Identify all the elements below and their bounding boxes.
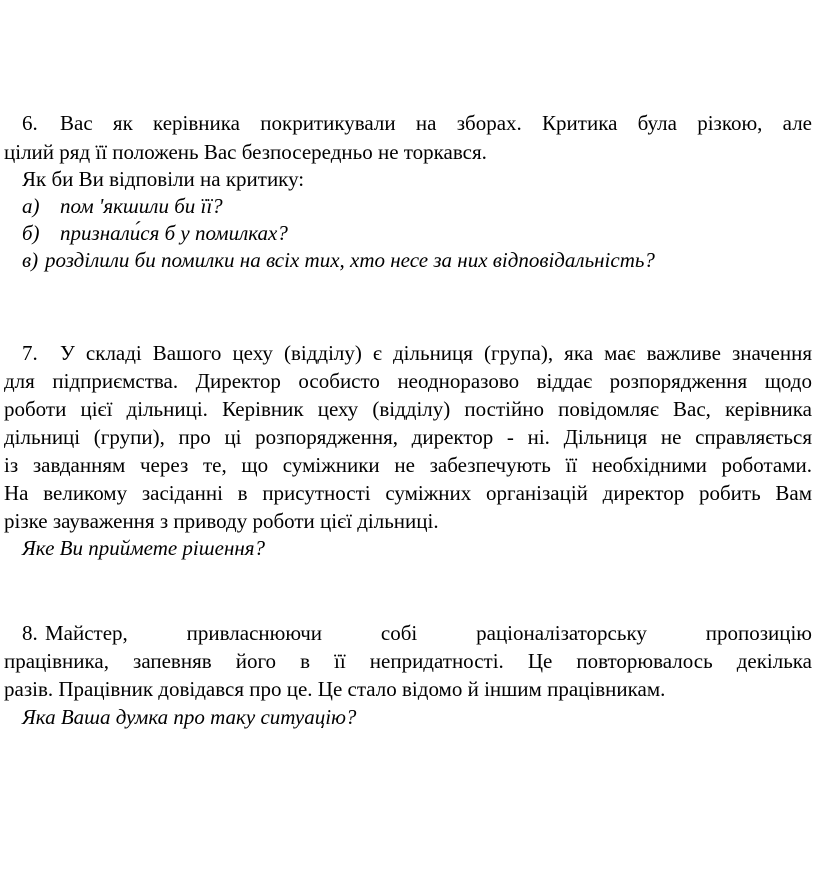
- option-b-marker: б): [22, 221, 40, 245]
- option-c-text: розділили би помилки на всіх тих, хто несе за них відповідальність?: [45, 248, 655, 272]
- question-7-line-5: із завданням через те, що суміжники не забезпечують її необхідними роботами.: [4, 453, 812, 477]
- question-7-line-2: для підприємства. Директор особисто неодноразово віддає розпорядження щодо: [4, 369, 812, 393]
- question-6-number: 6.: [22, 111, 38, 135]
- question-7-line-3: роботи цієї дільниці. Керівник цеху (відділу) постійно повідомляє Вас, керівника: [4, 397, 812, 421]
- question-8-line-1: Майстер, привласнюючи собі раціоналізаторську пропозицію: [45, 621, 812, 645]
- option-a-marker: а): [22, 194, 40, 218]
- option-b-text: признали́ся б у помилках?: [60, 221, 288, 245]
- question-8-number: 8.: [22, 621, 38, 645]
- question-7-question: Яке Ви приймете рішення?: [22, 536, 266, 560]
- question-8-line-2: працівника, запевняв його в її непридатності. Це повторювалось декілька: [4, 649, 812, 673]
- question-6-prompt: Як би Ви відповіли на критику:: [22, 167, 305, 191]
- question-7-line-6: На великому засіданні в присутності суміжних організацій директор робить Вам: [4, 481, 812, 505]
- question-8-question: Яка Ваша думка про таку ситуацію?: [22, 705, 357, 729]
- question-6-line-1: Вас як керівника покритикували на зборах. Критика була різкою, але: [60, 111, 812, 135]
- question-7-line-4: дільниці (групи), про ці розпорядження, директор - ні. Дільниця не справляється: [4, 425, 812, 449]
- question-6-line-2: цілий ряд її положень Вас безпосередньо не торкався.: [4, 140, 487, 164]
- option-c-marker: в): [22, 248, 39, 272]
- question-7-line-1: У складі Вашого цеху (відділу) є дільниця (група), яка має важливе значення: [60, 341, 812, 365]
- question-8-line-3: разів. Працівник довідався про це. Це стало відомо й іншим працівникам.: [4, 677, 666, 701]
- question-7-number: 7.: [22, 341, 38, 365]
- option-a-text: пом 'якшили би її?: [60, 194, 223, 218]
- question-7-line-7: різке зауваження з приводу роботи цієї дільниці.: [4, 509, 439, 533]
